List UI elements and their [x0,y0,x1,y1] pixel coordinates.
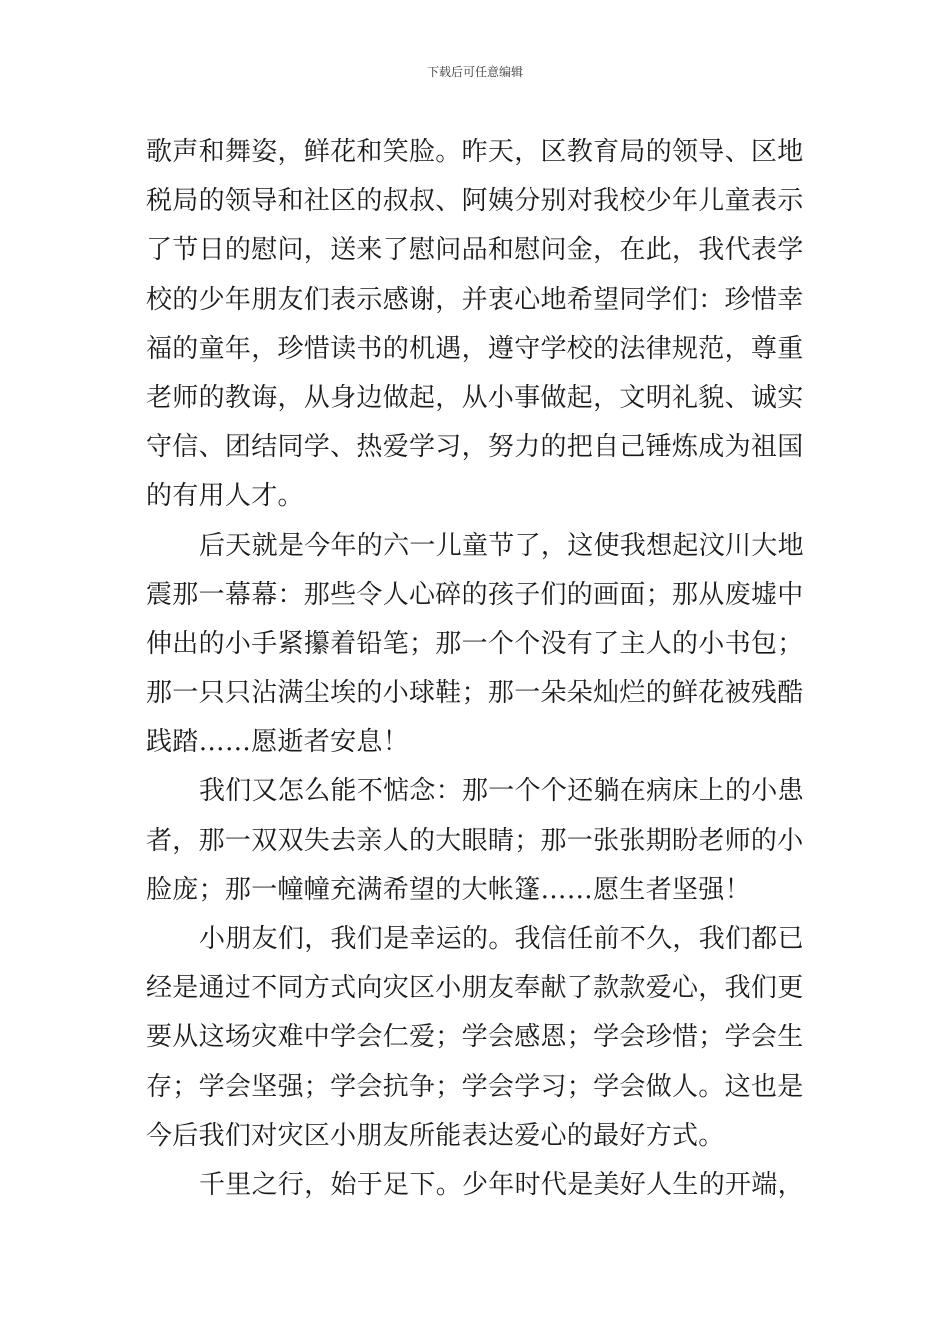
text-line: 歌声和舞姿，鲜花和笑脸。昨天，区教育局的领导、区地 [146,137,804,167]
text-line: 福的童年，珍惜读书的机遇，遵守学校的法律规范，尊重 [146,333,804,364]
text-line: 的有用人才。 [146,481,304,512]
text-line: 守信、团结同学、热爱学习，努力的把自己锤炼成为祖国 [146,432,804,463]
text-line: 存；学会坚强；学会抗争；学会学习；学会做人。这也是 [146,1071,804,1102]
text-line: 者，那一双双失去亲人的大眼睛；那一张张期盼老师的小 [146,825,804,856]
text-line: 税局的领导和社区的叔叔、阿姨分别对我校少年儿童表示 [146,186,804,217]
text-line: 脸庞；那一幢幢充满希望的大帐篷……愿生者坚强！ [146,874,751,905]
text-line: 伸出的小手紧攥着铅笔；那一个个没有了主人的小书包； [146,628,804,659]
text-line: 要从这场灾难中学会仁爱；学会感恩；学会珍惜；学会生 [146,1022,804,1053]
paragraph-start-line: 小朋友们，我们是幸运的。我信任前不久，我们都已 [199,924,804,954]
paragraph-start-line: 千里之行，始于足下。少年时代是美好人生的开端， [199,1169,804,1200]
text-line: 了节日的慰问，送来了慰问品和慰问金，在此，我代表学 [146,235,804,266]
paragraph-start-line: 后天就是今年的六一儿童节了，这使我想起汶川大地 [199,530,804,561]
text-line: 震那一幕幕：那些令人心碎的孩子们的画面；那从废墟中 [146,579,804,610]
text-line: 那一只只沾满尘埃的小球鞋；那一朵朵灿烂的鲜花被残酷 [146,678,804,709]
text-line: 老师的教诲，从身边做起，从小事做起，文明礼貌、诚实 [146,382,804,413]
paragraph-start-line: 我们又怎么能不惦念：那一个个还躺在病床上的小患 [199,776,804,807]
document-body [146,128,808,1210]
text-line: 践踏……愿逝者安息！ [146,727,410,758]
header-note: 下载后可任意编辑 [426,65,523,79]
text-line: 校的少年朋友们表示感谢，并衷心地希望同学们：珍惜幸 [146,284,804,315]
text-line: 今后我们对灾区小朋友所能表达爱心的最好方式。 [146,1120,725,1151]
text-line: 经是通过不同方式向灾区小朋友奉献了款款爱心，我们更 [146,973,804,1004]
